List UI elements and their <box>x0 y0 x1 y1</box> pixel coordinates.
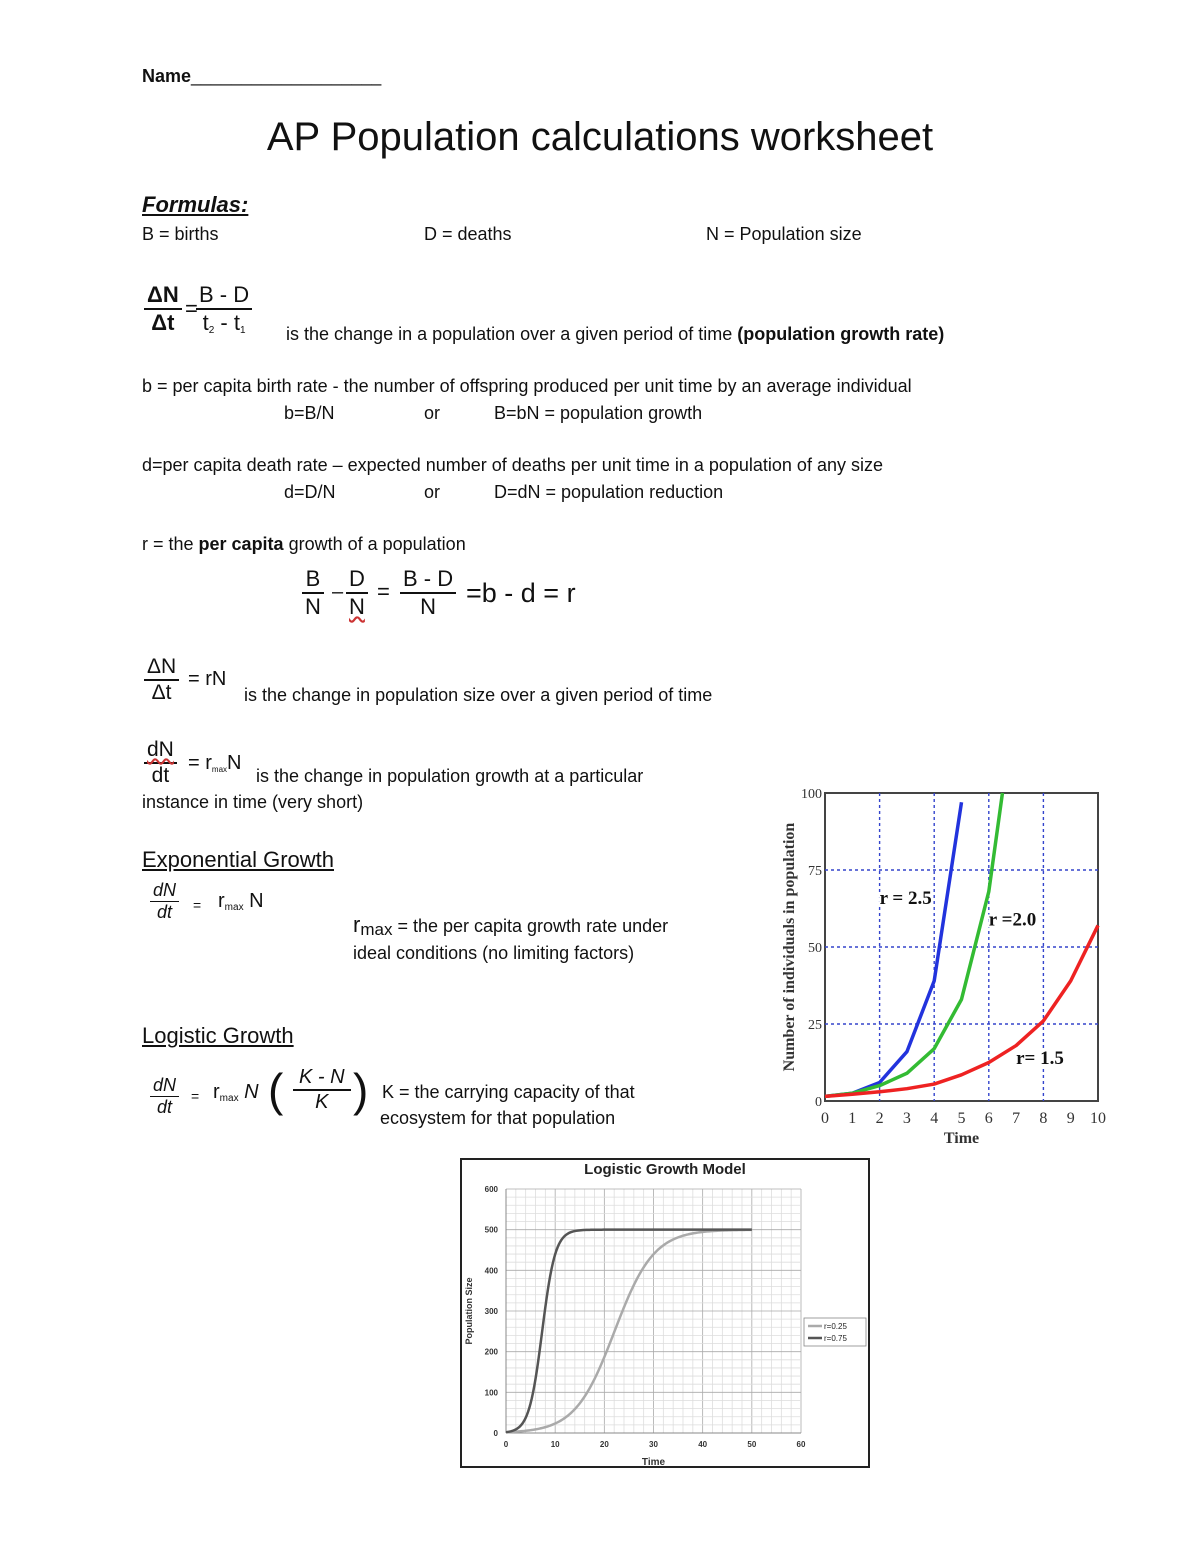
death-rate-line: d=per capita death rate – expected number of deaths per unit time in a population of any size <box>142 455 883 475</box>
exponential-heading: Exponential Growth <box>142 847 334 872</box>
logistic-rhs: $r_{max}$ N <box>213 1081 259 1104</box>
logistic-x-tick-label: 30 <box>649 1440 658 1449</box>
exponential-def-2: ideal conditions (no limiting factors) <box>353 943 635 963</box>
logistic-paren-right: ) <box>353 1064 369 1116</box>
birth-rate-formula-2: B=bN = population growth <box>494 403 703 423</box>
rmaxn-desc-2: instance in time (very short) <box>142 792 364 812</box>
logistic-y-tick-label: 200 <box>484 1347 498 1357</box>
exp-y-tick-label: 75 <box>808 864 822 879</box>
r-definition: r = the per capita growth of a population <box>142 534 466 554</box>
page-title: AP Population calculations worksheet <box>266 115 934 159</box>
def-births: B = births <box>142 224 219 244</box>
logistic-x-tick-label: 60 <box>796 1440 806 1449</box>
logistic-x-axis-label: Time <box>641 1457 666 1468</box>
exp-x-axis-label: Time <box>943 1130 980 1147</box>
growth-rate-desc: is the change in a population over a given period of time (population growth rate) <box>286 324 945 344</box>
logistic-y-axis-label: Population Size <box>464 1277 474 1345</box>
logistic-x-tick-label: 20 <box>599 1440 609 1449</box>
growth-rate-rhs-den: $t_2 - t_1$ <box>202 310 246 336</box>
exp-y-tick-label: 0 <box>815 1095 822 1110</box>
growth-rate-rhs-fraction <box>196 282 252 336</box>
birth-rate-formula: b=B/N <box>284 403 335 423</box>
rmaxn-rhs: = $r_{max}N$ <box>188 752 242 774</box>
logistic-legend-label: r=0.75 <box>824 1334 847 1343</box>
logistic-y-tick-label: 100 <box>484 1388 498 1398</box>
exponential-eq: = <box>193 897 202 913</box>
r-eq-frac-bd: $\frac{B - D}{N}$ <box>400 566 456 620</box>
rn-fraction: $\frac{\Delta N}{\Delta t}$ <box>144 655 179 705</box>
exp-y-tick-label: 25 <box>808 1018 822 1033</box>
exp-y-tick-label: 50 <box>808 941 822 956</box>
logistic-paren-fraction: $\frac{K - N}{K}$ <box>293 1066 351 1114</box>
exp-x-tick-label: 2 <box>875 1110 884 1127</box>
logistic-growth-chart <box>460 1158 870 1468</box>
formulas-heading: Formulas: <box>142 192 249 217</box>
r-eq-frac-d: $\frac{D}{N}$ <box>346 566 368 620</box>
logistic-y-tick-label: 300 <box>484 1307 498 1316</box>
exp-x-tick-label: 1 <box>848 1110 857 1127</box>
exp-x-tick-label: 8 <box>1039 1110 1048 1127</box>
rmaxn-desc-1: is the change in population growth at a particular <box>256 766 644 786</box>
growth-rate-eq: = <box>185 296 198 321</box>
r-eq-frac-b: $\frac{B}{N}$ <box>302 566 324 620</box>
logistic-x-tick-label: 50 <box>747 1440 757 1449</box>
exp-y-tick-label: 100 <box>801 787 822 802</box>
exp-x-tick-label: 6 <box>984 1110 993 1127</box>
logistic-x-tick-label: 0 <box>503 1440 509 1449</box>
exp-x-tick-label: 3 <box>902 1110 911 1127</box>
name-blank: ___________________ <box>191 66 382 86</box>
logistic-heading: Logistic Growth <box>142 1023 294 1048</box>
growth-rate-lhs-num: ΔN <box>144 282 182 310</box>
rmaxn-fraction: $\frac{dN}{dt}$ <box>144 738 177 788</box>
def-deaths: D = deaths <box>424 224 512 244</box>
rn-rhs: = rN <box>188 668 227 690</box>
exponential-fraction: $\frac{dN}{dt}$ <box>150 880 179 923</box>
death-rate-or: or <box>424 482 441 502</box>
logistic-def-2: ecosystem for that population <box>380 1108 616 1128</box>
exp-x-tick-label: 10 <box>1090 1110 1106 1127</box>
exponential-growth-chart <box>770 785 1110 1150</box>
logistic-y-tick-label: 500 <box>484 1225 498 1235</box>
growth-rate-rhs-num: B - D <box>196 282 252 310</box>
birth-rate-or: or <box>424 403 441 423</box>
exp-series-label: r = 2.5 <box>879 887 932 909</box>
logistic-def-1: K = the carrying capacity of that <box>382 1082 635 1102</box>
growth-rate-lhs-fraction <box>144 282 182 336</box>
name-field <box>142 66 381 87</box>
rn-desc: is the change in population size over a given period of time <box>244 685 713 705</box>
logistic-y-tick-label: 0 <box>493 1429 498 1438</box>
name-label: Name <box>142 66 192 86</box>
exp-x-tick-label: 0 <box>821 1110 829 1127</box>
logistic-fraction: $\frac{dN}{dt}$ <box>150 1075 179 1118</box>
r-eq-tail: =b - d = r <box>466 578 576 608</box>
growth-rate-lhs-den: Δt <box>151 310 175 335</box>
logistic-x-tick-label: 10 <box>550 1440 560 1449</box>
logistic-x-tick-label: 40 <box>698 1440 708 1449</box>
exp-x-tick-label: 4 <box>930 1110 939 1127</box>
logistic-eq: = <box>191 1088 200 1104</box>
death-rate-formula-2: D=dN = population reduction <box>494 482 724 502</box>
exp-y-axis-label: Number of individuals in population <box>781 822 798 1072</box>
def-population-size: N = Population size <box>706 224 862 244</box>
exp-series-label: r =2.0 <box>988 909 1037 931</box>
r-eq-equals: = <box>377 579 390 604</box>
death-rate-formula: d=D/N <box>284 482 336 502</box>
logistic-legend-label: r=0.25 <box>824 1322 847 1331</box>
r-eq-minus: – <box>332 581 344 603</box>
exp-x-tick-label: 7 <box>1012 1110 1021 1127</box>
exp-x-tick-label: 5 <box>957 1110 966 1127</box>
logistic-chart-title: Logistic Growth Model <box>584 1161 746 1178</box>
birth-rate-line: b = per capita birth rate - the number of offspring produced per unit time by an average individual <box>142 376 912 396</box>
logistic-y-tick-label: 400 <box>484 1266 498 1276</box>
logistic-y-tick-label: 600 <box>484 1185 498 1194</box>
exponential-rhs: $r_{max}$ N <box>218 890 264 913</box>
exponential-def-1: rmax = the per capita growth rate under <box>353 912 669 939</box>
logistic-paren-left: ( <box>268 1064 284 1116</box>
exp-x-tick-label: 9 <box>1066 1110 1075 1127</box>
exp-series-label: r= 1.5 <box>1016 1048 1064 1070</box>
